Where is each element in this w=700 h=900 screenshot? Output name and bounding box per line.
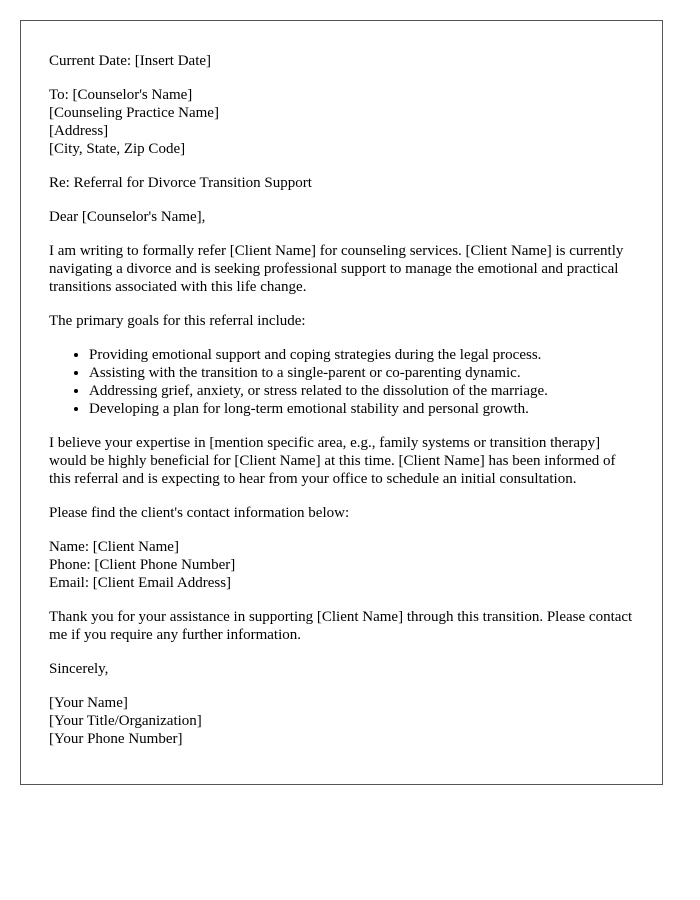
signature-block — [49, 694, 634, 748]
signature-phone: [Your Phone Number] — [49, 731, 183, 747]
contact-email: Email: [Client Email Address] — [49, 575, 232, 591]
list-item: • Addressing grief, anxiety, or stress related to the dissolution of the marriage. — [89, 382, 634, 400]
closing: Sincerely, — [49, 661, 109, 677]
intro-paragraph: I am writing to formally refer [Client Name] for counseling services. [Client Name] is currently navigating a divorce and is seeking professional support to manage the emotional and practical transitions associated with this life change. — [49, 243, 624, 295]
expertise-paragraph: I believe your expertise in [mention specific area, e.g., family systems or transition therapy] would be highly beneficial for [Client Name] at this time. [Client Name] has been informed of this referral and is expecting to hear from your office to schedule an initial consultation. — [49, 435, 616, 487]
recipient-address: [Address] — [49, 123, 109, 139]
closing-paragraph: Thank you for your assistance in supporting [Client Name] through this transition. Please contact me if you require any further information. — [49, 609, 633, 643]
contact-phone: Phone: [Client Phone Number] — [49, 557, 236, 573]
subject-line: Re: Referral for Divorce Transition Support — [49, 175, 312, 191]
signature-name: [Your Name] — [49, 695, 128, 711]
goals-list — [49, 346, 634, 418]
contact-intro: Please find the client's contact information below: — [49, 505, 350, 521]
salutation: Dear [Counselor's Name], — [49, 209, 206, 225]
recipient-city: [City, State, Zip Code] — [49, 141, 186, 157]
recipient-practice: [Counseling Practice Name] — [49, 105, 219, 121]
referral-letter — [20, 20, 663, 785]
recipient-name: To: [Counselor's Name] — [49, 87, 193, 103]
goals-intro: The primary goals for this referral include: — [49, 313, 306, 329]
signature-title: [Your Title/Organization] — [49, 713, 202, 729]
date-line: Current Date: [Insert Date] — [49, 53, 212, 69]
recipient-block — [49, 86, 634, 158]
contact-block — [49, 538, 634, 592]
list-item: • Providing emotional support and coping strategies during the legal process. — [89, 346, 634, 364]
contact-name: Name: [Client Name] — [49, 539, 179, 555]
list-item: • Assisting with the transition to a single-parent or co-parenting dynamic. — [89, 364, 634, 382]
list-item: • Developing a plan for long-term emotional stability and personal growth. — [89, 400, 634, 418]
